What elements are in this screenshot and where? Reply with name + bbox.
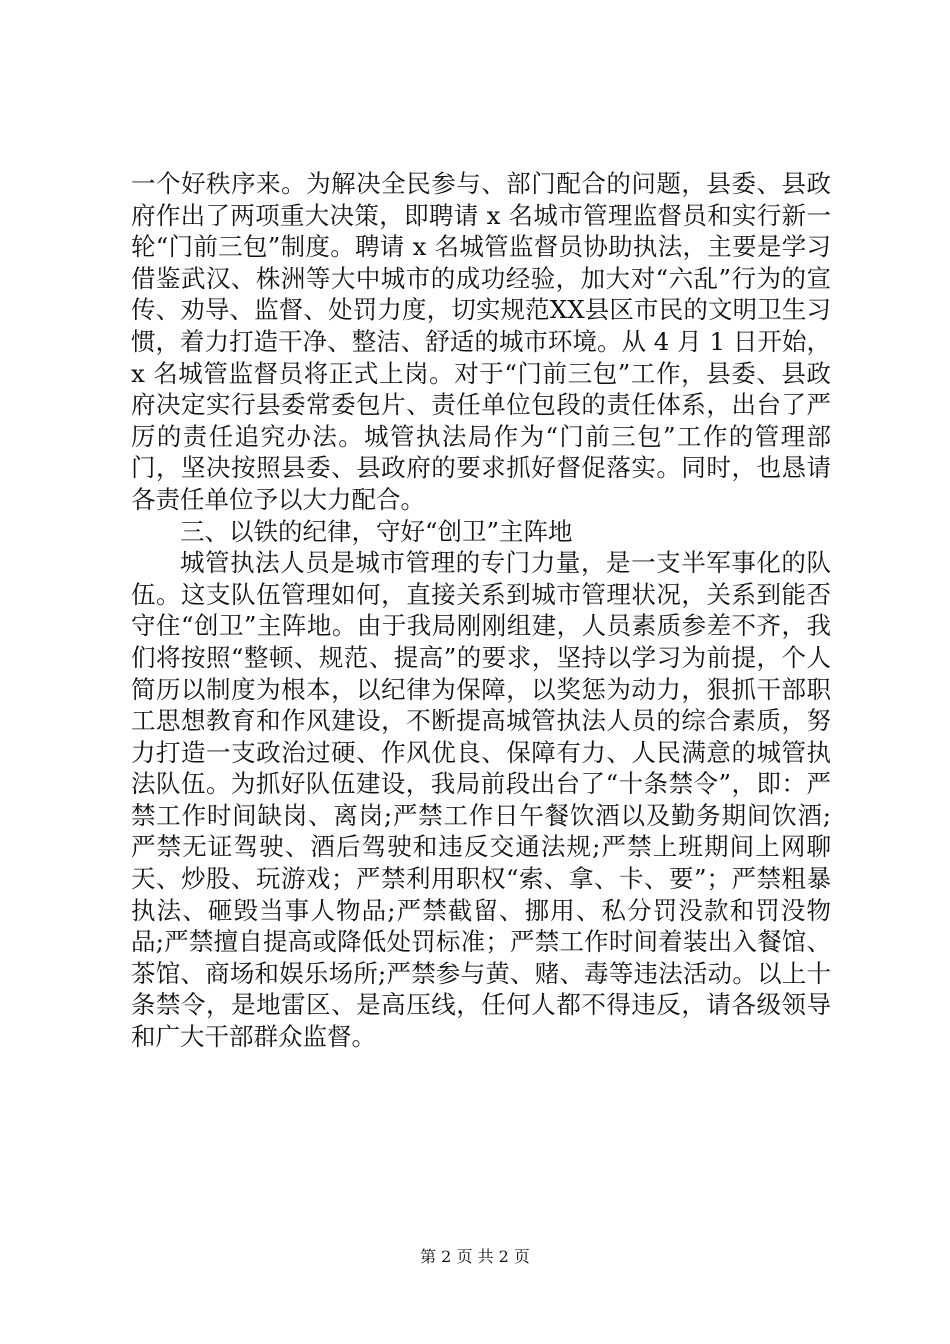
page-footer: 第 2 页 共 2 页	[420, 1247, 530, 1266]
section-heading: 三、以铁的纪律，守好“创卫”主阵地	[180, 516, 573, 546]
paragraph-continuation: 一个好秩序来。为解决全民参与、部门配合的问题，县委、县政府作出了两项重大决策，即聘请 x 名城市管理监督员和实行新一轮“门前三包”制度。聘请 x 名城管监督员协助执法，主要是学习借鉴武汉、株洲等大中城市的成功经验，加大对“六乱”行为的宣传、劝导、监督、处罚力度，切实规范XX县区市民的文明卫生习惯，着力打造干净、整洁、舒适的城市环境。从 4 月 1 日开始，x 名城管监督员将正式上岗。对于“门前三包”工作，县委、县政府决定实行县委常委包片、责任单位包段的责任体系，出台了严厉的责任追究办法。城管执法局作为“门前三包”工作的管理部门，坚决按照县委、县政府的要求抓好督促落实。同时，也恳请各责任单位予以大力配合。	[131, 169, 831, 514]
paragraph-discipline: 城管执法人员是城市管理的专门力量，是一支半军事化的队伍。这支队伍管理如何，直接关系到城市管理状况，关系到能否守住“创卫”主阵地。由于我局刚刚组建，人员素质参差不齐，我们将按照“整顿、规范、提高”的要求，坚持以学习为前提，个人简历以制度为根本，以纪律为保障，以奖惩为动力，狠抓干部职工思想教育和作风建设，不断提高城管执法人员的综合素质，努力打造一支政治过硬、作风优良、保障有力、人民满意的城管执法队伍。为抓好队伍建设，我局前段出台了“十条禁令”，即：严禁工作时间缺岗、离岗;严禁工作日午餐饮酒以及勤务期间饮酒;严禁无证驾驶、酒后驾驶和违反交通法规;严禁上班期间上网聊天、炒股、玩游戏；严禁利用职权“索、拿、卡、要”；严禁粗暴执法、砸毁当事人物品;严禁截留、挪用、私分罚没款和罚没物品;严禁擅自提高或降低处罚标准；严禁工作时间着装出入餐馆、茶馆、商场和娱乐场所;严禁参与黄、赌、毒等违法活动。以上十条禁令，是地雷区、是高压线，任何人都不得违反，请各级领导和广大干部群众监督。	[131, 548, 831, 1052]
document-body	[131, 168, 831, 1053]
